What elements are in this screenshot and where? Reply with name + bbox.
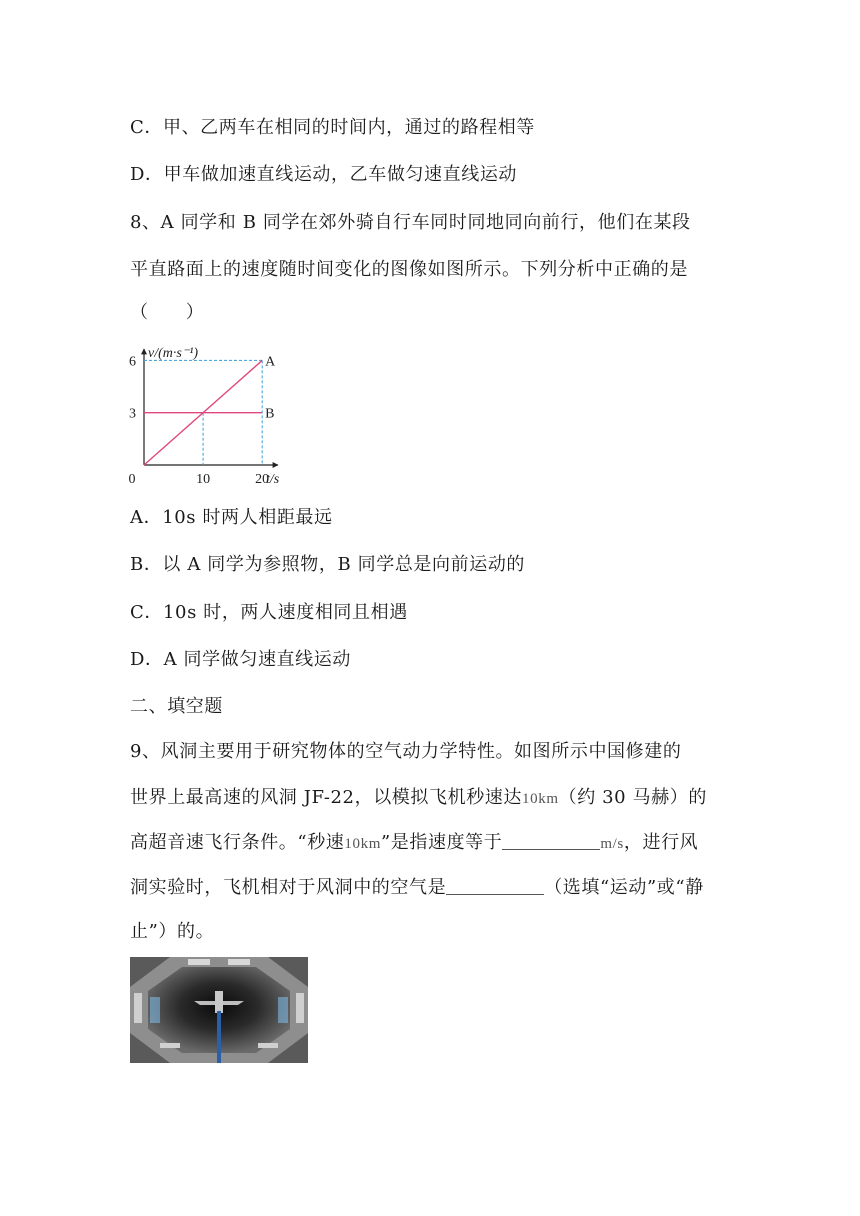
- option-8a: A．10s 时两人相距最远: [130, 507, 333, 528]
- velocity-time-chart: [128, 343, 282, 485]
- y-tick-label: 6: [129, 354, 136, 370]
- question-9-line-5: 止”）的。: [130, 921, 215, 942]
- y-tick-label: 3: [129, 406, 136, 422]
- x-tick-label: 0: [128, 472, 136, 485]
- x-axis-label: t/s: [266, 472, 280, 485]
- unit-ms: m/s: [600, 836, 624, 852]
- option-7c: C．甲、乙两车在相同的时间内，通过的路程相等: [130, 117, 535, 138]
- option-8b: B．以 A 同学为参照物，B 同学总是向前运动的: [130, 554, 526, 575]
- answer-bracket: （ ）: [130, 302, 205, 323]
- y-axis-label: v/(m·s⁻¹): [148, 346, 199, 361]
- question-9-line-4: 洞实验时，飞机相对于风洞中的空气是 （选填“运动”或“静: [130, 877, 704, 898]
- answer-blank-2[interactable]: [446, 876, 544, 895]
- question-8-line-1: 8、A 同学和 B 同学在郊外骑自行车同时同地同向前行，他们在某段: [130, 212, 691, 233]
- question-9-line-1: 9、风洞主要用于研究物体的空气动力学特性。如图所示中国修建的: [130, 741, 682, 762]
- question-8-line-2: 平直路面上的速度随时间变化的图像如图所示。下列分析中正确的是: [130, 259, 688, 280]
- answer-blank-1[interactable]: [502, 831, 600, 850]
- series-label-a: A: [265, 354, 276, 370]
- unit-10km: 10km: [522, 791, 559, 807]
- section-heading: 二、填空题: [130, 696, 223, 717]
- question-9-line-3: 高超音速飞行条件。“秒速10km”是指速度等于 m/s，进行风: [130, 832, 699, 853]
- question-9-line-2: 世界上最高速的风洞 JF-22，以模拟飞机秒速达10km（约 30 马赫）的: [130, 787, 707, 808]
- option-8c: C．10s 时，两人速度相同且相遇: [130, 602, 408, 623]
- unit-10km: 10km: [344, 836, 381, 852]
- series-label-b: B: [265, 406, 275, 422]
- x-tick-label: 20: [255, 472, 270, 485]
- x-tick-label: 10: [196, 472, 211, 485]
- option-7d: D．甲车做加速直线运动，乙车做匀速直线运动: [130, 164, 518, 185]
- wind-tunnel-photo: [130, 957, 308, 1063]
- option-8d: D．A 同学做匀速直线运动: [130, 649, 351, 670]
